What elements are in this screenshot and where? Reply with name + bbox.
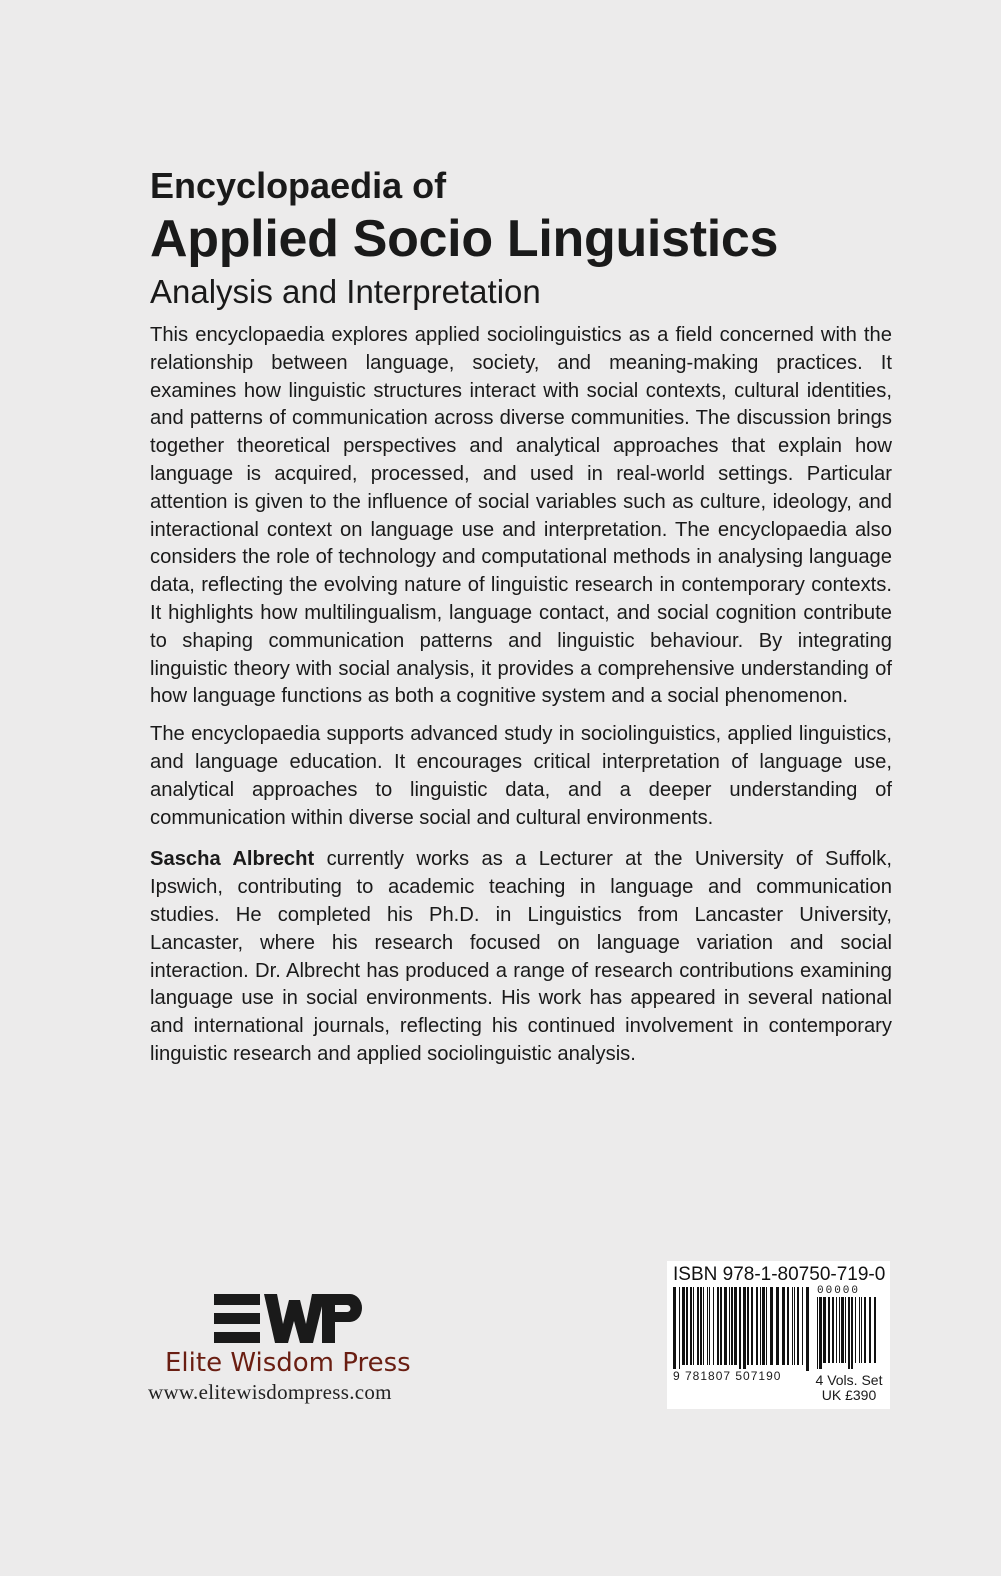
barcode-bar: [713, 1287, 714, 1365]
barcode-bar: [679, 1287, 680, 1371]
barcode-bar: [861, 1297, 862, 1363]
barcode-bar: [845, 1297, 846, 1363]
addon-barcode-bars: [817, 1297, 881, 1369]
barcode-bar: [729, 1287, 730, 1365]
barcode-bar: [762, 1287, 765, 1365]
barcode-bar: [731, 1287, 733, 1365]
barcode-bar: [851, 1297, 853, 1369]
barcode-bar: [787, 1287, 789, 1365]
barcode-bar: [874, 1297, 876, 1363]
barcode-bar: [841, 1297, 844, 1363]
barcode-bar: [806, 1287, 809, 1371]
author-name: Sascha Albrecht: [150, 848, 315, 871]
barcode-bar: [703, 1287, 704, 1365]
barcode-bar: [707, 1287, 708, 1365]
publisher-block: [148, 1292, 438, 1405]
barcode-bar: [864, 1297, 866, 1363]
barcode-bar: [700, 1287, 702, 1365]
back-cover-text: [150, 164, 892, 1079]
barcode-bar: [717, 1287, 719, 1365]
series-title: Encyclopaedia of: [150, 165, 447, 206]
barcode-bar: [776, 1287, 779, 1365]
barcode-bar: [770, 1287, 773, 1365]
barcode-bar: [802, 1287, 803, 1365]
barcode-bar: [686, 1287, 688, 1365]
barcode-bar: [832, 1297, 834, 1363]
volumes-label: 4 Vols. Set: [815, 1372, 883, 1388]
ean-digits: 9 781807 507190: [673, 1369, 782, 1383]
barcode-bar: [828, 1297, 830, 1363]
barcode-bar: [697, 1287, 699, 1365]
barcode-bar: [819, 1297, 822, 1369]
barcode-bar: [794, 1287, 795, 1365]
barcode-bar: [836, 1297, 837, 1363]
barcode-bar: [743, 1287, 746, 1371]
addon-digits: 00000: [817, 1285, 861, 1297]
barcode-bar: [855, 1297, 856, 1363]
barcode-bar: [739, 1287, 741, 1371]
description-paragraph-2: The encyclopaedia supports advanced study in sociolinguistics, applied linguistics, and language education. It encourages critical interpretation of language use, analytical approaches to linguistic data, and a deeper understanding of communication within diverse social and cultural environments.: [150, 723, 892, 829]
barcode-bar: [734, 1287, 737, 1365]
book-title: Applied Socio Linguistics: [150, 210, 779, 268]
barcode-bar: [756, 1287, 758, 1365]
barcode-bar: [673, 1287, 676, 1371]
barcode-bar: [782, 1287, 785, 1365]
author-bio: [150, 846, 892, 1068]
price-info: [811, 1373, 887, 1403]
barcode-bar: [839, 1297, 840, 1363]
ewp-logo: [214, 1292, 362, 1346]
ean-barcode-bars: [673, 1287, 809, 1371]
barcode-bar: [747, 1287, 749, 1365]
barcode-bar: [760, 1287, 761, 1365]
barcode-bar: [792, 1287, 793, 1365]
isbn-number: ISBN 978-1-80750-719-0: [673, 1264, 886, 1285]
book-subtitle: Analysis and Interpretation: [150, 273, 541, 310]
barcode-bar: [766, 1287, 767, 1365]
barcode-bar: [690, 1287, 692, 1365]
barcode-bar: [797, 1287, 799, 1365]
price-label: UK £390: [821, 1387, 877, 1403]
barcode-bar: [751, 1287, 753, 1365]
isbn-barcode: [667, 1261, 890, 1409]
publisher-name: Elite Wisdom Press: [165, 1348, 411, 1378]
barcode-bar: [693, 1287, 694, 1365]
barcode-bar: [709, 1287, 710, 1365]
barcode-bar: [720, 1287, 722, 1365]
barcode-bar: [682, 1287, 685, 1365]
publisher-url[interactable]: www.elitewisdompress.com: [148, 1380, 392, 1404]
barcode-bar: [724, 1287, 727, 1365]
barcode-bar: [823, 1297, 826, 1363]
author-bio-text: currently works as a Lecturer at the University of Suffolk, Ipswich, contributing to academic teaching in language and communication studies. He completed his Ph.D. in Linguistics from Lancaster University, Lancaster, where his research focused on language variation and social interaction. Dr. Albrecht has produced a range of research contributions examining language use in social environments. His work has appeared in several national and international journals, reflecting his continued involvement in contemporary linguistic research and applied sociolinguistic analysis.: [150, 848, 892, 1065]
description-paragraph-1: This encyclopaedia explores applied sociolinguistics as a field concerned with the relationship between language, society, and meaning-making practices. It examines how linguistic structures interact with social contexts, cultural identities, and patterns of communication across diverse communities. The discussion brings together theoretical perspectives and analytical approaches that explain how language is acquired, processed, and used in real-world settings. Particular attention is given to the influence of social variables such as culture, ideology, and interactional context on language use and interpretation. The encyclopaedia also considers the role of technology and computational methods in analysing language data, reflecting the evolving nature of linguistic research in contemporary contexts. It highlights how multilingualism, language contact, and social cognition contribute to shaping communication patterns and linguistic behaviour. By integrating linguistic theory with social analysis, it provides a comprehensive understanding of how language functions as both a cognitive system and a social phenomenon.: [150, 324, 892, 708]
barcode-bar: [869, 1297, 871, 1363]
barcode-bar: [848, 1297, 850, 1369]
barcode-bar: [859, 1297, 860, 1363]
barcode-bar: [817, 1297, 818, 1369]
